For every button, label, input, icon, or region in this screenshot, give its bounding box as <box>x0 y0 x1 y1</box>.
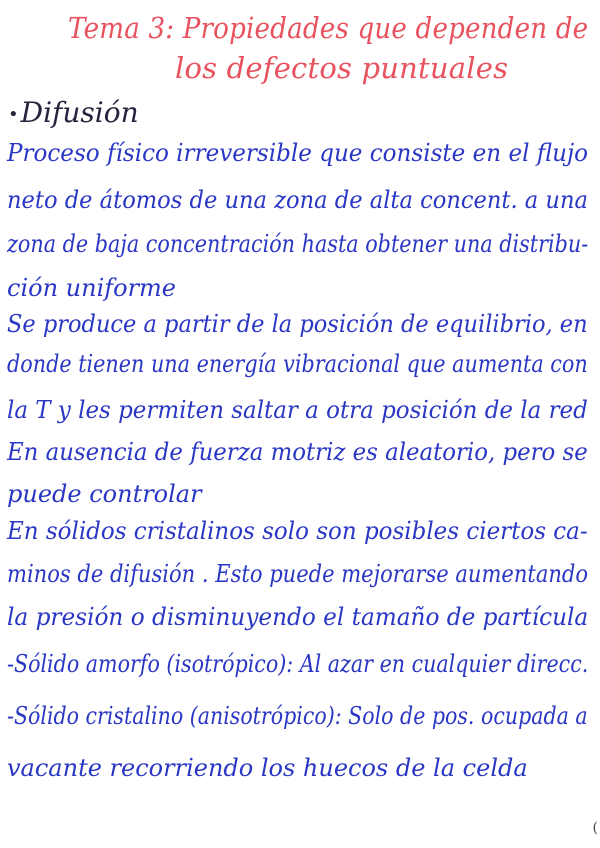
note-line-10: En sólidos cristalinos solo son posibles ciertos ca- <box>7 517 588 545</box>
section-heading <box>8 96 139 129</box>
note-line-14: -Sólido cristalino (anisotrópico): Solo de pos. ocupada a <box>7 702 588 730</box>
note-line-12: la presión o disminuyendo el tamaño de partícula <box>7 603 589 631</box>
page-title-line-2: los defectos puntuales <box>175 51 509 85</box>
note-line-13: -Sólido amorfo (isotrópico): Al azar en cualquier direcc. <box>7 650 589 678</box>
page-title-line-1: Tema 3: Propiedades que dependen de <box>68 11 589 45</box>
page-edge-mark: ( <box>592 820 598 836</box>
note-line-4: ción uniforme <box>7 274 177 302</box>
section-heading-text: Difusión <box>20 96 139 129</box>
note-line-7: la T y les permiten saltar a otra posición de la red <box>7 396 588 424</box>
note-line-15: vacante recorriendo los huecos de la celda <box>7 754 528 782</box>
note-line-9: puede controlar <box>7 480 202 508</box>
note-line-1: Proceso físico irreversible que consiste en el flujo <box>7 139 589 167</box>
note-line-5: Se produce a partir de la posición de equilibrio, en <box>7 310 588 338</box>
note-line-3: zona de baja concentración hasta obtener una distribu- <box>7 230 589 258</box>
note-line-2: neto de átomos de una zona de alta concent. a una <box>7 186 588 214</box>
note-line-11: minos de difusión . Esto puede mejorarse aumentando <box>7 560 589 588</box>
note-line-6: donde tienen una energía vibracional que aumenta con <box>7 350 588 378</box>
note-line-8: En ausencia de fuerza motriz es aleatorio, pero se <box>7 438 588 466</box>
bullet-icon: • <box>8 104 19 125</box>
